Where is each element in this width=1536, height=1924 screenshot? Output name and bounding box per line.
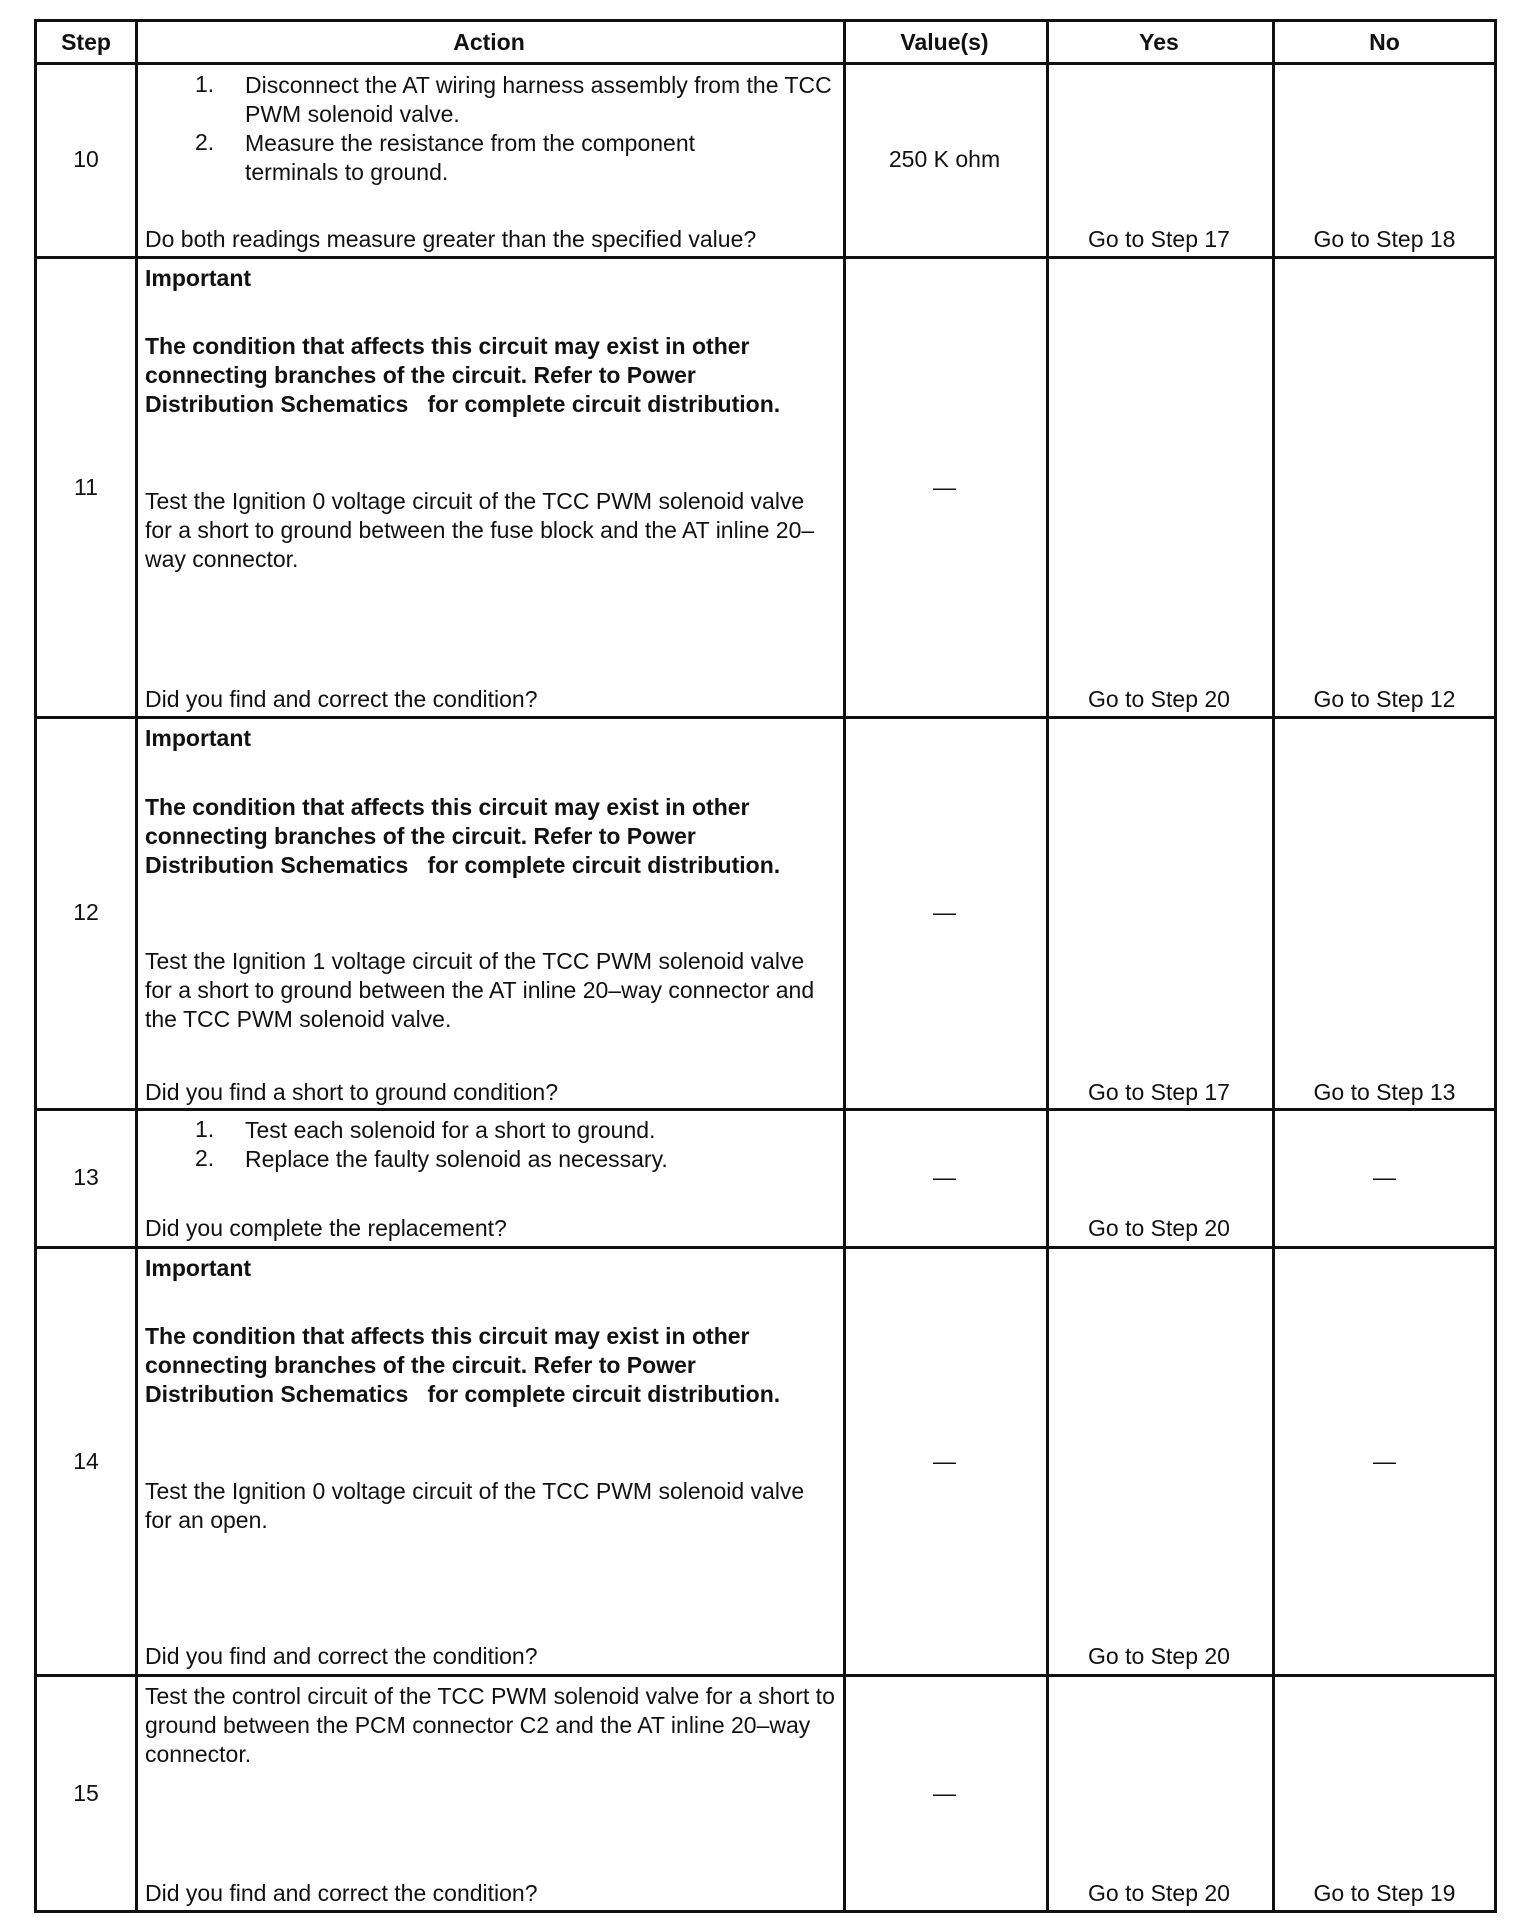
action-text: Test the Ignition 1 voltage circuit of the TCC PWM solenoid valve for a short to ground between the AT inline 20–way connector and the TCC PWM solenoid valve.	[145, 948, 815, 1032]
header-yes: Yes	[1139, 29, 1179, 55]
no-result: Go to Step 12	[1313, 686, 1456, 712]
important-heading: Important	[145, 1255, 252, 1281]
action-question: Did you find a short to ground condition?	[145, 1079, 558, 1105]
no-result: —	[1373, 1164, 1396, 1190]
action-list-item: Disconnect the AT wiring harness assembly from the TCC PWM solenoid valve.	[245, 72, 832, 127]
yes-result: Go to Step 20	[1088, 686, 1230, 712]
row-divider	[37, 1674, 1494, 1677]
spec-value: —	[933, 1448, 956, 1474]
yes-result: Go to Step 20	[1088, 1643, 1230, 1669]
column-divider	[1272, 22, 1275, 1910]
yes-result: Go to Step 17	[1088, 1079, 1230, 1105]
important-note: The condition that affects this circuit may exist in other connecting branches of the circuit. Refer to Power Distribution Schematics for complete circuit distribution.	[145, 794, 781, 878]
step-number: 12	[73, 899, 99, 925]
spec-value: —	[933, 1164, 956, 1190]
action-question: Did you find and correct the condition?	[145, 1880, 538, 1906]
action-text: Test the Ignition 0 voltage circuit of the TCC PWM solenoid valve for a short to ground between the fuse block and the AT inline 20–way connector.	[145, 488, 815, 572]
row-divider	[37, 256, 1494, 259]
list-number: 1.	[195, 1116, 215, 1142]
important-note: The condition that affects this circuit may exist in other connecting branches of the circuit. Refer to Power Distribution Schematics for complete circuit distribution.	[145, 333, 781, 417]
action-question: Did you find and correct the condition?	[145, 686, 538, 712]
header-action: Action	[453, 29, 525, 55]
row-divider	[37, 1246, 1494, 1249]
list-number: 1.	[195, 71, 215, 97]
no-result: Go to Step 19	[1313, 1880, 1456, 1906]
action-question: Did you complete the replacement?	[145, 1215, 507, 1241]
action-text: Test the control circuit of the TCC PWM solenoid valve for a short to ground between the PCM connector C2 and the AT inline 20–way connector.	[145, 1683, 835, 1767]
step-number: 11	[74, 474, 98, 500]
row-divider	[37, 62, 1494, 65]
step-number: 15	[73, 1780, 99, 1806]
important-note: The condition that affects this circuit may exist in other connecting branches of the circuit. Refer to Power Distribution Schematics for complete circuit distribution.	[145, 1323, 781, 1407]
no-result: Go to Step 18	[1313, 226, 1456, 252]
row-divider	[37, 1108, 1494, 1111]
column-divider	[1046, 22, 1049, 1910]
yes-result: Go to Step 17	[1088, 226, 1230, 252]
header-step: Step	[61, 29, 111, 55]
no-result: Go to Step 13	[1313, 1079, 1456, 1105]
action-question: Did you find and correct the condition?	[145, 1643, 538, 1669]
header-values: Value(s)	[900, 29, 989, 55]
diagnostic-table	[34, 19, 1497, 1913]
action-question: Do both readings measure greater than the specified value?	[145, 226, 757, 252]
column-divider	[135, 22, 138, 1910]
spec-value: —	[933, 1780, 956, 1806]
step-number: 13	[73, 1164, 99, 1190]
action-list-item: Replace the faulty solenoid as necessary.	[245, 1146, 668, 1172]
column-divider	[843, 22, 846, 1910]
important-heading: Important	[145, 265, 252, 291]
important-heading: Important	[145, 725, 252, 751]
list-number: 2.	[195, 129, 215, 155]
row-divider	[37, 716, 1494, 719]
step-number: 10	[73, 146, 99, 172]
spec-value: —	[933, 899, 956, 925]
action-list-item: Test each solenoid for a short to ground.	[245, 1117, 656, 1143]
action-list-item: Measure the resistance from the component terminals to ground.	[245, 130, 696, 185]
spec-value: —	[933, 474, 956, 500]
action-text: Test the Ignition 0 voltage circuit of the TCC PWM solenoid valve for an open.	[145, 1478, 805, 1533]
no-result: —	[1373, 1448, 1396, 1474]
yes-result: Go to Step 20	[1088, 1880, 1230, 1906]
spec-value: 250 K ohm	[888, 146, 1001, 172]
step-number: 14	[73, 1448, 99, 1474]
list-number: 2.	[195, 1145, 215, 1171]
header-no: No	[1369, 29, 1400, 55]
yes-result: Go to Step 20	[1088, 1215, 1230, 1241]
